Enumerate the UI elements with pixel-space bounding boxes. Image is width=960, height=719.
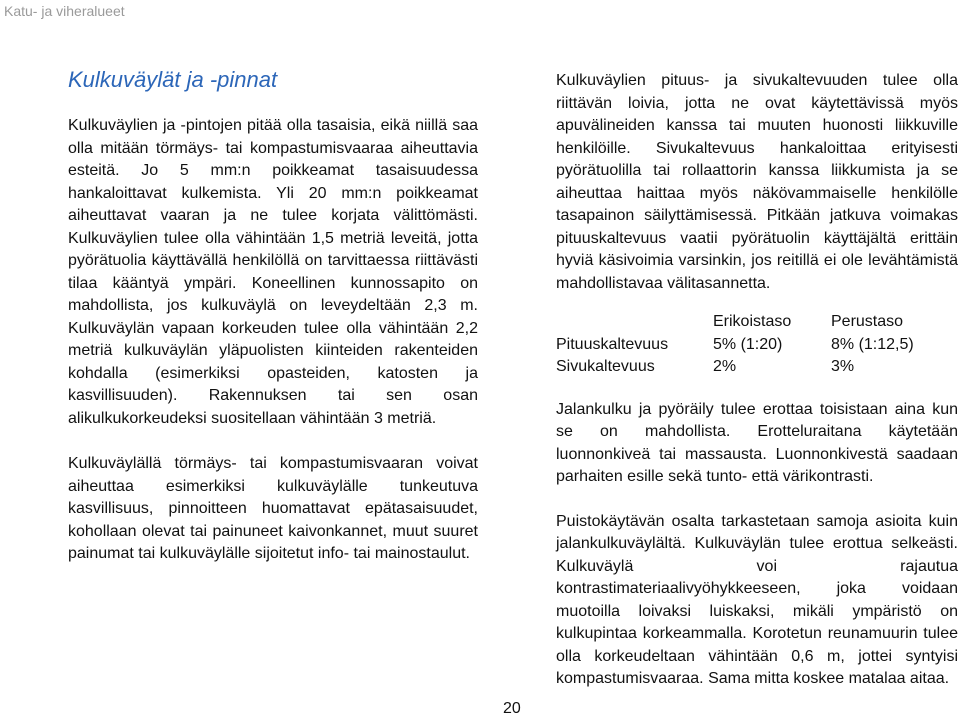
paragraph: Kulkuväylällä törmäys- tai kompastumisvaaran voivat aiheuttaa esimerkiksi kulkuväylälle tunkeutuva kasvillisuus, pinnoitteen huomattavat epätasaisuudet, kohollaan olevat tai painuneet kaivonkannet, muut suuret painumat tai kulkuväylälle sijoitetut info- tai mainostaulut.: [68, 455, 478, 562]
table-cell: 3%: [831, 358, 855, 375]
left-column: [68, 115, 478, 566]
paragraph: Kulkuväylien pituus- ja sivukaltevuuden tulee olla riittävän loivia, jotta ne ovat käytettävissä myös apuvälineiden kanssa tai muuten huonosti liikkuville henkilöille. Sivukaltevuus hankaloittaa erityisesti pyörätuolilla tai rollaattorin kanssa liikkumista ja se aiheuttaa haittaa myös näkövammaiselle henkilölle tasapainon säilyttämisessä. Pitkään jatkuva voimakas pituuskaltevuus vaatii pyörätuolin käyttäjältä erittäin hyviä käsivoimia varsinkin, jos reitillä ei ole levähtämistä mahdollistavaa välitasannetta.: [556, 72, 958, 292]
table-header-cell: Perustaso: [831, 313, 904, 330]
slope-table: [556, 311, 951, 379]
right-column: [556, 70, 958, 691]
table-header-cell: [556, 311, 713, 334]
table-cell: Sivukaltevuus: [556, 358, 655, 375]
table-cell: Pituuskaltevuus: [556, 335, 669, 353]
page-title: Kulkuväylät ja -pinnat: [68, 67, 278, 92]
page-number: 20: [503, 700, 521, 717]
paragraph: Jalankulku ja pyöräily tulee erottaa toisistaan aina kun se on mahdollista. Erotteluraitana käytetään luonnonkiveä tai massausta. Luonnonkivestä saadaan parhaiten esille sekä tunto- että värikontrasti.: [556, 400, 958, 485]
table-cell: 5% (1:20): [713, 335, 783, 353]
table-cell: 8% (1:12,5): [831, 335, 914, 353]
table-row: [556, 356, 951, 379]
table-cell: 2%: [713, 358, 737, 375]
paragraph: Kulkuväylien ja -pintojen pitää olla tasaisia, eikä niillä saa olla mitään törmäys- tai kompastumisvaaraa aiheuttavia esteitä. Jo 5 mm:n poikkeamat tasaisuudessa hankaloittavat kulkemista. Yli 20 mm:n poikkeamat aiheuttavat vaaran ja ne tulee korjata välittömästi. Kulkuväylien tulee olla vähintään 1,5 metriä leveitä, jotta pyörätuolia käyttävällä henkilöllä on tarvittaessa riittävästi tilaa kääntyä ympäri. Koneellinen kunnossapito on mahdollista, jos kulkuväylä on leveydeltään 2,3 m. Kulkuväylän vapaan korkeuden tulee olla vähintään 2,2 metriä kulkuväylän yläpuolisten kiinteiden rakenteiden kohdalla (esimerkiksi opasteiden, katosten ja kasvillisuuden). Rakennuksen tai sen osan alikulkukorkeudeksi suositellaan vähintään 3 metriä.: [68, 117, 478, 427]
section-title: Katu- ja viheralueet: [4, 3, 125, 19]
table-header-cell: Erikoistaso: [713, 313, 792, 330]
running-header: [0, 0, 960, 28]
paragraph: Puistokäytävän osalta tarkastetaan samoja asioita kuin jalankulkuväylältä. Kulkuväylän tulee erottua selkeästi. Kulkuväylä voi rajautua kontrastimateriaalivyöhykkeeseen, joka voidaan muotoilla loivaksi luiskaksi, mikäli ympäristö on kulkupintaa korkeammalla. Korotetun reunamuurin tulee olla korkeudeltaan vähintään 0,6 m, jottei syntyisi kompastumisvaaraa. Sama mitta koskee matalaa aitaa.: [556, 512, 958, 687]
table-header-row: [556, 311, 951, 334]
table-row: [556, 334, 951, 357]
